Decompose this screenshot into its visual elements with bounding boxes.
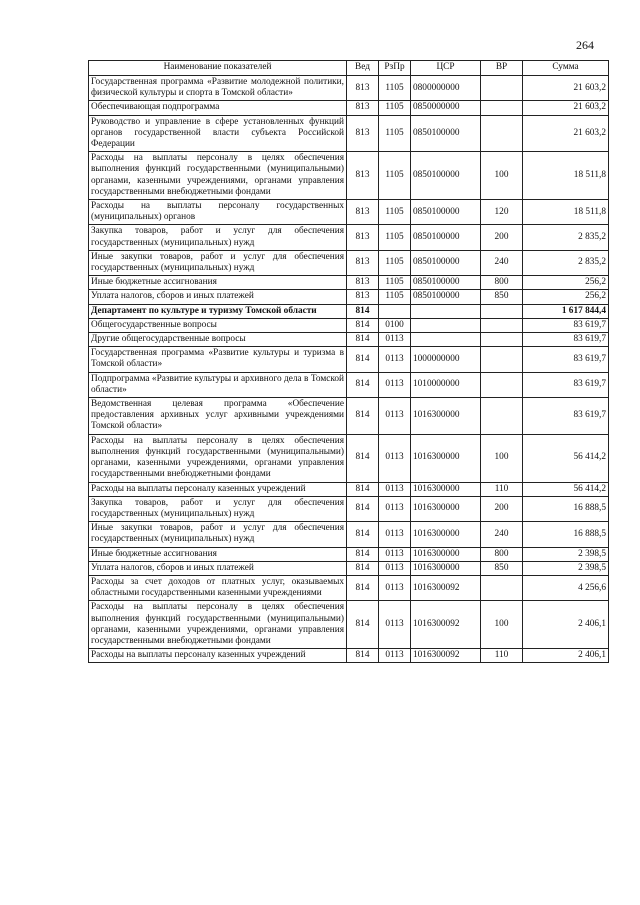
cell-rzpr: 0113 bbox=[379, 547, 411, 561]
cell-ved: 814 bbox=[347, 304, 379, 318]
cell-rzpr: 0113 bbox=[379, 434, 411, 482]
table-row bbox=[89, 561, 609, 575]
cell-ved: 814 bbox=[347, 496, 379, 521]
table-row bbox=[89, 482, 609, 496]
cell-rzpr: 0113 bbox=[379, 601, 411, 649]
cell-name: Закупка товаров, работ и услуг для обеспечения государственных (муниципальных) нужд bbox=[89, 496, 347, 521]
cell-ved: 813 bbox=[347, 101, 379, 115]
header-csr: ЦСР bbox=[411, 61, 481, 76]
cell-rzpr bbox=[379, 304, 411, 318]
cell-vr: 240 bbox=[481, 250, 523, 275]
cell-sum: 16 888,5 bbox=[523, 522, 609, 547]
cell-name: Департамент по культуре и туризму Томской области bbox=[89, 304, 347, 318]
cell-vr bbox=[481, 333, 523, 347]
cell-csr: 0850100000 bbox=[411, 152, 481, 200]
cell-csr: 0850100000 bbox=[411, 225, 481, 250]
cell-rzpr: 0100 bbox=[379, 318, 411, 332]
table-row bbox=[89, 434, 609, 482]
table-row bbox=[89, 522, 609, 547]
table-row bbox=[89, 496, 609, 521]
table-body bbox=[89, 76, 609, 663]
cell-rzpr: 0113 bbox=[379, 575, 411, 600]
cell-sum: 21 603,2 bbox=[523, 101, 609, 115]
cell-name: Уплата налогов, сборов и иных платежей bbox=[89, 561, 347, 575]
cell-rzpr: 1105 bbox=[379, 290, 411, 304]
cell-ved: 813 bbox=[347, 115, 379, 152]
cell-ved: 814 bbox=[347, 649, 379, 663]
cell-csr: 0800000000 bbox=[411, 76, 481, 101]
cell-sum: 21 603,2 bbox=[523, 115, 609, 152]
cell-csr: 1000000000 bbox=[411, 347, 481, 372]
cell-ved: 813 bbox=[347, 152, 379, 200]
header-vr: ВР bbox=[481, 61, 523, 76]
cell-sum: 256,2 bbox=[523, 276, 609, 290]
cell-ved: 813 bbox=[347, 76, 379, 101]
cell-name: Иные закупки товаров, работ и услуг для обеспечения государственных (муниципальных) нужд bbox=[89, 522, 347, 547]
cell-name: Иные бюджетные ассигнования bbox=[89, 276, 347, 290]
cell-name: Расходы на выплаты персоналу в целях обеспечения выполнения функций государственными (муниципальными) органами, казенными учреждениями, органами управления государственными внебюджетными фондами bbox=[89, 434, 347, 482]
cell-csr: 1016300092 bbox=[411, 575, 481, 600]
cell-sum: 18 511,8 bbox=[523, 200, 609, 225]
cell-rzpr: 0113 bbox=[379, 333, 411, 347]
cell-ved: 814 bbox=[347, 547, 379, 561]
cell-vr: 800 bbox=[481, 547, 523, 561]
cell-csr bbox=[411, 333, 481, 347]
header-rzpr: РзПр bbox=[379, 61, 411, 76]
cell-rzpr: 0113 bbox=[379, 482, 411, 496]
cell-sum: 256,2 bbox=[523, 290, 609, 304]
header-ved: Вед bbox=[347, 61, 379, 76]
cell-ved: 813 bbox=[347, 250, 379, 275]
cell-name: Руководство и управление в сфере установленных функций органов государственной власти субъекта Российской Федерации bbox=[89, 115, 347, 152]
cell-csr bbox=[411, 318, 481, 332]
cell-csr: 0850100000 bbox=[411, 290, 481, 304]
cell-name: Государственная программа «Развитие культуры и туризма в Томской области» bbox=[89, 347, 347, 372]
cell-sum: 2 398,5 bbox=[523, 547, 609, 561]
cell-name: Государственная программа «Развитие молодежной политики, физической культуры и спорта в Томской области» bbox=[89, 76, 347, 101]
table-row bbox=[89, 225, 609, 250]
cell-sum: 83 619,7 bbox=[523, 333, 609, 347]
cell-csr: 1010000000 bbox=[411, 372, 481, 397]
cell-vr: 850 bbox=[481, 290, 523, 304]
cell-name: Подпрограмма «Развитие культуры и архивного дела в Томской области» bbox=[89, 372, 347, 397]
cell-ved: 814 bbox=[347, 333, 379, 347]
table-row bbox=[89, 318, 609, 332]
header-sum: Сумма bbox=[523, 61, 609, 76]
cell-name: Расходы на выплаты персоналу в целях обеспечения выполнения функций государственными (муниципальными) органами, казенными учреждениями, органами управления государственными внебюджетными фондами bbox=[89, 601, 347, 649]
cell-sum: 2 406,1 bbox=[523, 649, 609, 663]
cell-rzpr: 1105 bbox=[379, 276, 411, 290]
cell-vr: 800 bbox=[481, 276, 523, 290]
cell-rzpr: 0113 bbox=[379, 398, 411, 435]
cell-rzpr: 1105 bbox=[379, 115, 411, 152]
cell-name: Расходы на выплаты персоналу государственных (муниципальных) органов bbox=[89, 200, 347, 225]
cell-rzpr: 0113 bbox=[379, 522, 411, 547]
cell-vr bbox=[481, 575, 523, 600]
header-name: Наименование показателей bbox=[89, 61, 347, 76]
table-row bbox=[89, 333, 609, 347]
table-row bbox=[89, 575, 609, 600]
cell-rzpr: 0113 bbox=[379, 347, 411, 372]
cell-vr bbox=[481, 76, 523, 101]
table-row bbox=[89, 152, 609, 200]
cell-sum: 83 619,7 bbox=[523, 372, 609, 397]
table-row bbox=[89, 276, 609, 290]
cell-sum: 1 617 844,4 bbox=[523, 304, 609, 318]
table-row bbox=[89, 200, 609, 225]
cell-csr: 1016300000 bbox=[411, 561, 481, 575]
cell-csr bbox=[411, 304, 481, 318]
cell-rzpr: 0113 bbox=[379, 649, 411, 663]
cell-ved: 814 bbox=[347, 347, 379, 372]
cell-ved: 814 bbox=[347, 601, 379, 649]
cell-rzpr: 1105 bbox=[379, 76, 411, 101]
table-row bbox=[89, 250, 609, 275]
cell-ved: 813 bbox=[347, 276, 379, 290]
cell-vr: 240 bbox=[481, 522, 523, 547]
cell-ved: 814 bbox=[347, 434, 379, 482]
cell-name: Обеспечивающая подпрограмма bbox=[89, 101, 347, 115]
cell-sum: 83 619,7 bbox=[523, 398, 609, 435]
cell-name: Расходы за счет доходов от платных услуг, оказываемых областными государственными казенными учреждениями bbox=[89, 575, 347, 600]
cell-csr: 0850100000 bbox=[411, 115, 481, 152]
cell-csr: 0850100000 bbox=[411, 250, 481, 275]
cell-csr: 1016300000 bbox=[411, 547, 481, 561]
cell-name: Расходы на выплаты персоналу казенных учреждений bbox=[89, 482, 347, 496]
cell-vr: 120 bbox=[481, 200, 523, 225]
table-row bbox=[89, 398, 609, 435]
cell-sum: 16 888,5 bbox=[523, 496, 609, 521]
cell-ved: 814 bbox=[347, 482, 379, 496]
cell-sum: 2 406,1 bbox=[523, 601, 609, 649]
cell-sum: 83 619,7 bbox=[523, 318, 609, 332]
cell-csr: 1016300092 bbox=[411, 601, 481, 649]
cell-sum: 56 414,2 bbox=[523, 434, 609, 482]
cell-csr: 1016300092 bbox=[411, 649, 481, 663]
cell-rzpr: 1105 bbox=[379, 200, 411, 225]
table-row bbox=[89, 101, 609, 115]
cell-rzpr: 0113 bbox=[379, 372, 411, 397]
cell-ved: 814 bbox=[347, 561, 379, 575]
cell-csr: 1016300000 bbox=[411, 496, 481, 521]
cell-ved: 814 bbox=[347, 398, 379, 435]
cell-csr: 1016300000 bbox=[411, 482, 481, 496]
table-row bbox=[89, 601, 609, 649]
cell-sum: 21 603,2 bbox=[523, 76, 609, 101]
cell-vr bbox=[481, 318, 523, 332]
cell-vr bbox=[481, 372, 523, 397]
cell-csr: 0850100000 bbox=[411, 276, 481, 290]
cell-vr: 200 bbox=[481, 496, 523, 521]
cell-ved: 813 bbox=[347, 225, 379, 250]
cell-rzpr: 1105 bbox=[379, 225, 411, 250]
cell-sum: 2 835,2 bbox=[523, 225, 609, 250]
cell-name: Иные закупки товаров, работ и услуг для обеспечения государственных (муниципальных) нужд bbox=[89, 250, 347, 275]
table-row bbox=[89, 649, 609, 663]
table-row bbox=[89, 290, 609, 304]
table-row bbox=[89, 547, 609, 561]
cell-rzpr: 1105 bbox=[379, 152, 411, 200]
cell-vr: 850 bbox=[481, 561, 523, 575]
cell-rzpr: 0113 bbox=[379, 496, 411, 521]
cell-ved: 813 bbox=[347, 290, 379, 304]
cell-name: Расходы на выплаты персоналу казенных учреждений bbox=[89, 649, 347, 663]
cell-sum: 2 835,2 bbox=[523, 250, 609, 275]
cell-ved: 814 bbox=[347, 372, 379, 397]
cell-name: Расходы на выплаты персоналу в целях обеспечения выполнения функций государственными (муниципальными) органами, казенными учреждениями, органами управления государственными внебюджетными фондами bbox=[89, 152, 347, 200]
cell-rzpr: 1105 bbox=[379, 101, 411, 115]
cell-rzpr: 1105 bbox=[379, 250, 411, 275]
cell-name: Иные бюджетные ассигнования bbox=[89, 547, 347, 561]
cell-sum: 56 414,2 bbox=[523, 482, 609, 496]
cell-sum: 2 398,5 bbox=[523, 561, 609, 575]
cell-sum: 83 619,7 bbox=[523, 347, 609, 372]
cell-vr bbox=[481, 115, 523, 152]
cell-vr bbox=[481, 304, 523, 318]
cell-sum: 18 511,8 bbox=[523, 152, 609, 200]
cell-name: Уплата налогов, сборов и иных платежей bbox=[89, 290, 347, 304]
cell-vr: 100 bbox=[481, 434, 523, 482]
table-row bbox=[89, 115, 609, 152]
cell-vr bbox=[481, 101, 523, 115]
cell-ved: 814 bbox=[347, 575, 379, 600]
cell-csr: 0850000000 bbox=[411, 101, 481, 115]
cell-vr: 110 bbox=[481, 482, 523, 496]
table-row bbox=[89, 76, 609, 101]
cell-vr: 110 bbox=[481, 649, 523, 663]
cell-vr: 100 bbox=[481, 152, 523, 200]
table-row bbox=[89, 304, 609, 318]
cell-vr: 100 bbox=[481, 601, 523, 649]
cell-csr: 1016300000 bbox=[411, 434, 481, 482]
cell-csr: 1016300000 bbox=[411, 522, 481, 547]
cell-sum: 4 256,6 bbox=[523, 575, 609, 600]
cell-ved: 814 bbox=[347, 522, 379, 547]
page-number: 264 bbox=[576, 38, 594, 52]
cell-csr: 1016300000 bbox=[411, 398, 481, 435]
cell-ved: 814 bbox=[347, 318, 379, 332]
cell-ved: 813 bbox=[347, 200, 379, 225]
table-row bbox=[89, 372, 609, 397]
table-header-row bbox=[89, 61, 609, 76]
budget-table bbox=[88, 60, 609, 663]
cell-name: Другие общегосударственные вопросы bbox=[89, 333, 347, 347]
cell-rzpr: 0113 bbox=[379, 561, 411, 575]
cell-csr: 0850100000 bbox=[411, 200, 481, 225]
cell-name: Общегосударственные вопросы bbox=[89, 318, 347, 332]
cell-name: Закупка товаров, работ и услуг для обеспечения государственных (муниципальных) нужд bbox=[89, 225, 347, 250]
cell-vr: 200 bbox=[481, 225, 523, 250]
table-row bbox=[89, 347, 609, 372]
cell-name: Ведомственная целевая программа «Обеспечение предоставления архивных услуг архивными учреждениями Томской области» bbox=[89, 398, 347, 435]
cell-vr bbox=[481, 398, 523, 435]
cell-vr bbox=[481, 347, 523, 372]
